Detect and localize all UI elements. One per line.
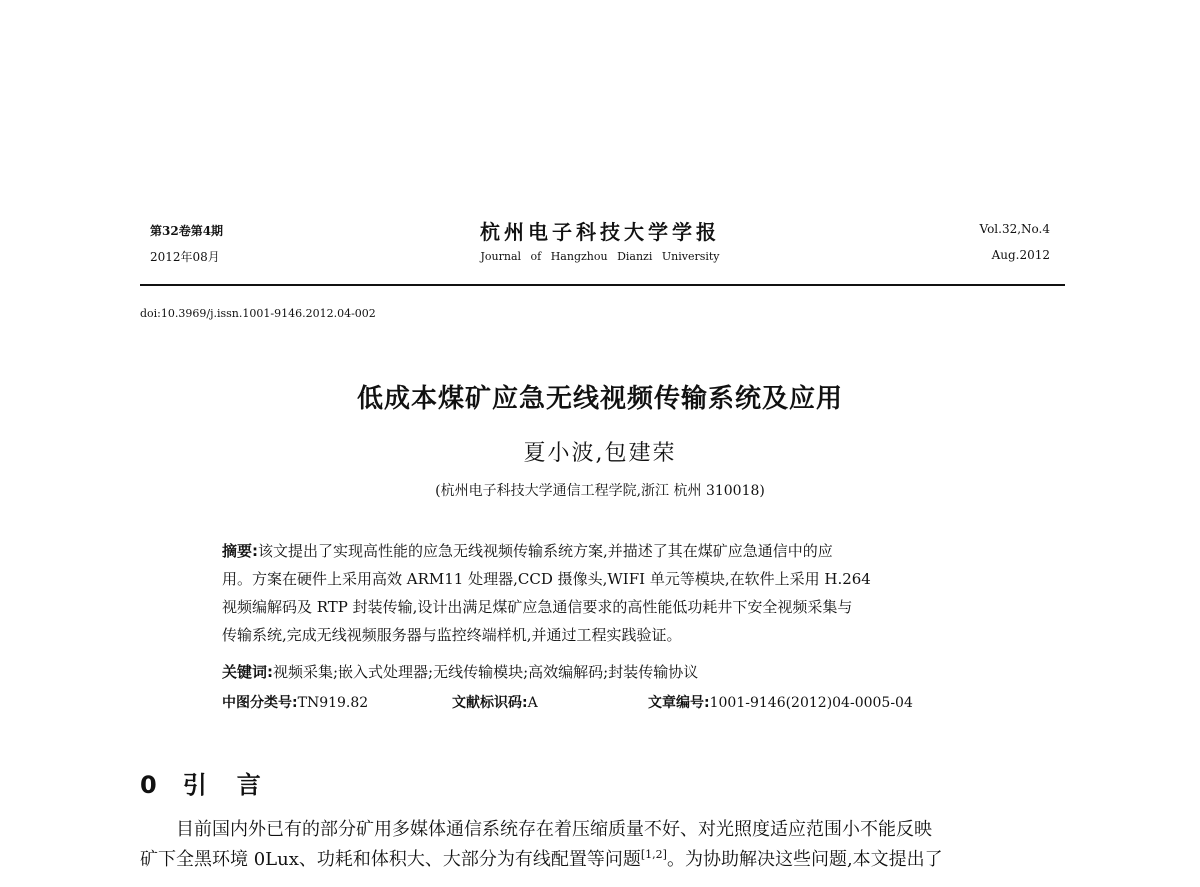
- journal-subtitle: Journal of Hangzhou Dianzi University: [480, 250, 720, 263]
- keywords-text: 视频采集;嵌入式处理器;无线传输模块;高效编解码;封装传输协议: [273, 663, 699, 681]
- volume-issue-cn: 第32卷第4期: [150, 224, 224, 238]
- date-cn: 2012年08月: [150, 250, 220, 264]
- keywords-label: 关键词:: [222, 663, 273, 681]
- citation-ref: [1,2]: [640, 848, 667, 861]
- section-number: 0: [140, 771, 157, 799]
- abstract: [222, 537, 982, 649]
- body-paragraph: [140, 815, 1065, 875]
- section-heading: [140, 765, 291, 800]
- article-title: 低成本煤矿应急无线视频传输系统及应用: [356, 384, 843, 414]
- abstract-line-1: 摘要:该文提出了实现高性能的应急无线视频传输系统方案,并描述了其在煤矿应急通信中的应: [222, 542, 833, 560]
- document-code: 文献标识码:A: [452, 695, 538, 711]
- body-line-2: 矿下全黑环境 0Lux、功耗和体积大、大部分为有线配置等问题[1,2]。为协助解决这些问题,本文提出了: [140, 848, 943, 870]
- date-en: Aug.2012: [991, 248, 1050, 262]
- clc-number: 中图分类号:TN919.82: [222, 695, 369, 711]
- abstract-label: 摘要:: [222, 542, 258, 560]
- abstract-line-3: 视频编解码及 RTP 封装传输,设计出满足煤矿应急通信要求的高性能低功耗井下安全视频采集与: [222, 598, 853, 616]
- volume-issue-en: Vol.32,No.4: [979, 222, 1050, 236]
- affiliation: (杭州电子科技大学通信工程学院,浙江 杭州 310018): [435, 483, 765, 499]
- doi: doi:10.3969/j.issn.1001-9146.2012.04-002: [140, 307, 376, 320]
- body-line-1: 目前国内外已有的部分矿用多媒体通信系统存在着压缩质量不好、对光照度适应范围小不能反映: [176, 819, 932, 840]
- authors: 夏小波,包建荣: [523, 441, 677, 466]
- journal-title: 杭州电子科技大学学报: [480, 220, 720, 244]
- header-rule: [140, 284, 1065, 286]
- section-title: 引言: [182, 771, 291, 799]
- keywords: [222, 658, 982, 686]
- abstract-line-2: 用。方案在硬件上采用高效 ARM11 处理器,CCD 摄像头,WIFI 单元等模块,在软件上采用 H.264: [222, 570, 871, 588]
- abstract-line-4: 传输系统,完成无线视频服务器与监控终端样机,并通过工程实践验证。: [222, 626, 682, 644]
- article-number: 文章编号:1001-9146(2012)04-0005-04: [648, 695, 913, 711]
